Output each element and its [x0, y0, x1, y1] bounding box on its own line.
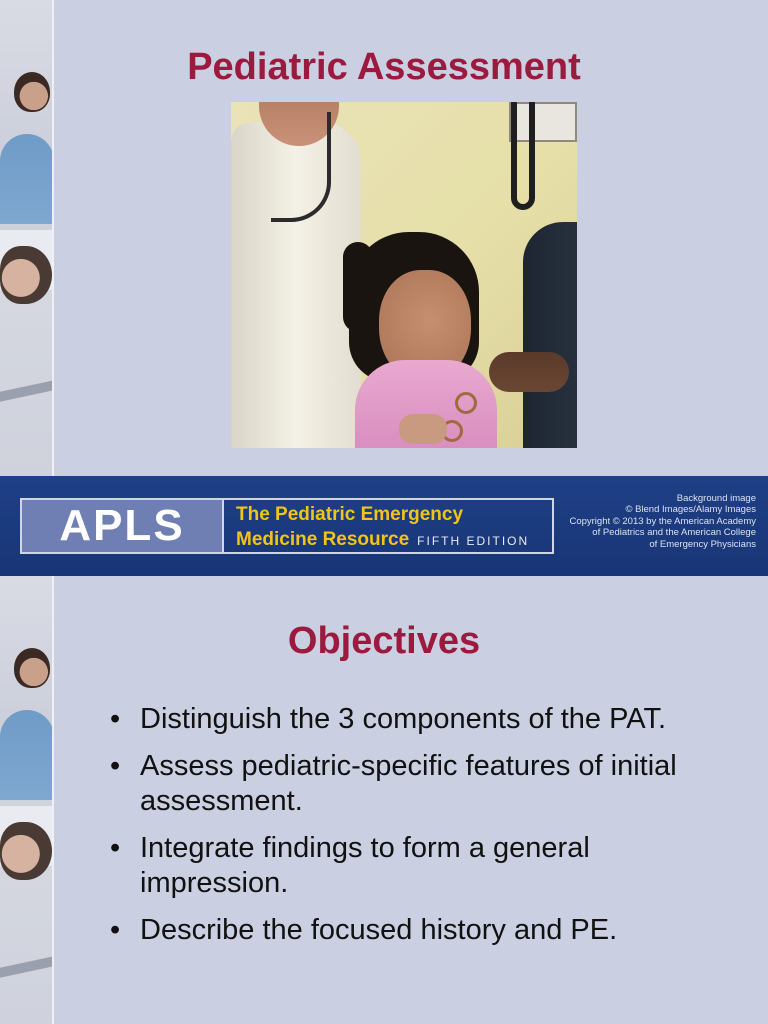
apls-logo-cell [22, 500, 222, 552]
banner-tagline [224, 500, 552, 552]
strip-bed-rail [0, 380, 54, 401]
edition-label: FIFTH EDITION [417, 534, 530, 548]
credit-line: Copyright © 2013 by the American Academy [569, 515, 756, 527]
doctor-examining-child-photo [231, 102, 577, 448]
list-item: • Describe the focused history and PE. [110, 913, 730, 948]
strip-child-head [0, 246, 52, 304]
credit-line: Background image [676, 493, 756, 504]
slide-pediatric-assessment [0, 0, 768, 476]
strip-bed-rail [0, 956, 54, 977]
tagline-line-1: The Pediatric Emergency [236, 504, 464, 525]
image-credit [546, 493, 756, 550]
apls-logo: APLS [59, 501, 185, 550]
tagline-line-2-text: Medicine Resource [236, 529, 410, 550]
tagline-line-2 [236, 527, 552, 554]
credit-line: of Emergency Physicians [649, 538, 756, 550]
strip-child-head [0, 822, 52, 880]
banner-logo-box [20, 498, 554, 554]
strip-nurse-body [0, 134, 54, 224]
list-item: • Integrate findings to form a general impression. [110, 831, 730, 901]
shirt-flower-icon [455, 392, 477, 414]
list-item: • Assess pediatric-specific features of initial assessment. [110, 749, 730, 819]
apls-banner [0, 476, 768, 576]
nurse-body [523, 222, 577, 448]
objectives-list [110, 702, 730, 960]
slide-title: Objectives [287, 620, 481, 662]
credit-line: © Blend Images/Alamy Images [625, 504, 756, 516]
credit-line: of Pediatrics and the American College [592, 527, 756, 539]
slide-title: Pediatric Assessment [187, 46, 581, 88]
slide-objectives [0, 576, 768, 1024]
strip-nurse-body [0, 710, 54, 800]
nurse-arm [489, 352, 569, 392]
wall-cord [511, 102, 535, 210]
stethoscope-icon [271, 112, 331, 222]
doctor-hand [399, 414, 447, 444]
list-item: • Distinguish the 3 components of the PAT. [110, 702, 730, 737]
girl-ponytail [343, 242, 373, 332]
